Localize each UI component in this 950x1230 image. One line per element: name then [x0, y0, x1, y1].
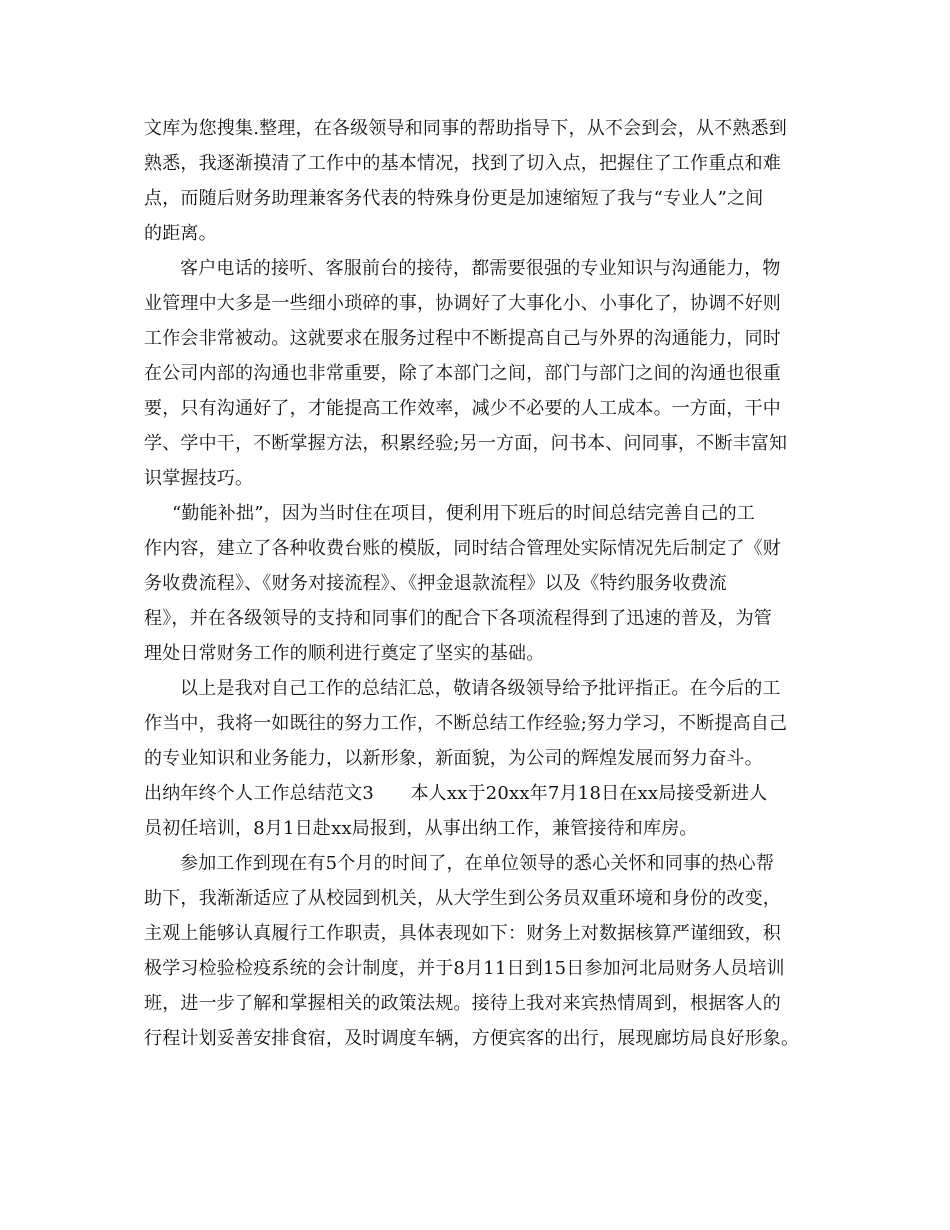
text-line: 的距离。: [144, 223, 217, 244]
paragraph-first-line: “勤能补拙”，因为当时住在项目，便利用下班后的时间总结完善自己的工: [172, 503, 756, 524]
text-line: 在公司内部的沟通也非常重要，除了本部门之间，部门与部门之间的沟通也很重: [144, 363, 781, 384]
section-heading-line: 出纳年终个人工作总结范文3 本人xx于20xx年7月18日在xx局接受新进人: [144, 783, 768, 804]
text-line: 班，进一步了解和掌握相关的政策法规。接待上我对来宾热情周到，根据客人的: [144, 993, 781, 1014]
text-line: 极学习检验检疫系统的会计制度，并于8月11日到15日参加河北局财务人员培训: [144, 958, 785, 979]
text-line: 文库为您搜集.整理，在各级领导和同事的帮助指导下，从不会到会，从不熟悉到: [144, 118, 787, 139]
text-line: 熟悉，我逐渐摸清了工作中的基本情况，找到了切入点，把握住了工作重点和难: [144, 153, 781, 174]
text-line: 务收费流程》、《财务对接流程》、《押金退款流程》以及《特约服务收费流: [144, 573, 727, 594]
text-line: 点，而随后财务助理兼客务代表的特殊身份更是加速缩短了我与“专业人”之间: [144, 188, 764, 209]
paragraph-first-line: 以上是我对自己工作的总结汇总，敬请各级领导给予批评指正。在今后的工: [180, 678, 781, 699]
text-line: 作内容，建立了各种收费台账的模版，同时结合管理处实际情况先后制定了《财: [144, 538, 781, 559]
text-line: 工作会非常被动。这就要求在服务过程中不断提高自己与外界的沟通能力，同时: [144, 328, 781, 349]
text-line: 助下，我渐渐适应了从校园到机关，从大学生到公务员双重环境和身份的改变，: [144, 888, 781, 909]
text-line: 程》，并在各级领导的支持和同事们的配合下各项流程得到了迅速的普及，为管: [144, 608, 772, 629]
text-line: 要，只有沟通好了，才能提高工作效率，减少不必要的人工成本。一方面，干中: [144, 398, 781, 419]
text-line: 作当中，我将一如既往的努力工作，不断总结工作经验;努力学习，不断提高自己: [144, 713, 788, 734]
paragraph-first-line: 客户电话的接听、客服前台的接待，都需要很强的专业知识与沟通能力，物: [180, 258, 781, 279]
paragraph-first-line: 参加工作到现在有5个月的时间了，在单位领导的悉心关怀和同事的热心帮: [180, 853, 775, 874]
text-line: 学、学中干，不断掌握方法，积累经验;另一方面，问书本、问同事，不断丰富知: [144, 433, 788, 454]
text-line: 理处日常财务工作的顺利进行奠定了坚实的基础。: [144, 643, 545, 664]
text-line: 员初任培训，8月1日赴xx局报到，从事出纳工作，兼管接待和库房。: [144, 818, 698, 839]
text-line: 识掌握技巧。: [144, 468, 254, 489]
text-line: 行程计划妥善安排食宿，及时调度车辆，方便宾客的出行，展现廊坊局良好形象。: [144, 1028, 800, 1049]
text-line: 业管理中大多是一些细小琐碎的事，协调好了大事化小、小事化了，协调不好则: [144, 293, 781, 314]
text-line: 的专业知识和业务能力，以新形象，新面貌，为公司的辉煌发展而努力奋斗。: [144, 748, 763, 769]
text-line: 主观上能够认真履行工作职责，具体表现如下：财务上对数据核算严谨细致，积: [144, 923, 781, 944]
